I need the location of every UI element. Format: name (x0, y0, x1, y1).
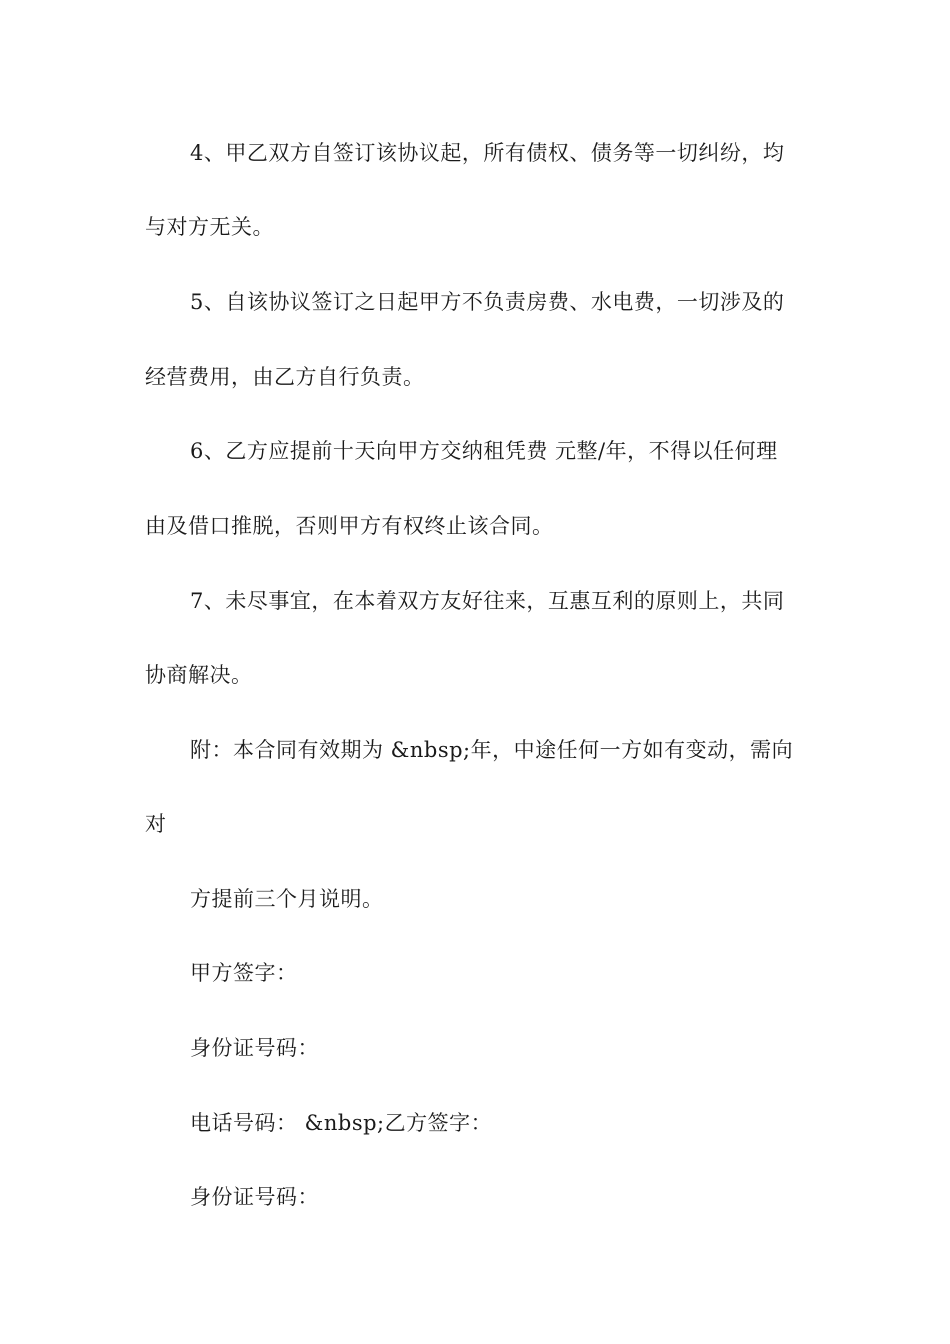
clause-7-line-2: 协商解决。 (145, 663, 253, 687)
appendix-line-2: 对 (145, 812, 167, 836)
appendix-line-3: 方提前三个月说明。 (190, 887, 384, 911)
clause-6-line-1: 6、乙方应提前十天向甲方交纳租凭费 元整/年，不得以任何理 (190, 439, 778, 463)
phone-and-party-b-signature-label: 电话号码： &nbsp;乙方签字： (190, 1111, 493, 1135)
clause-5-line-1: 5、自该协议签订之日起甲方不负责房费、水电费，一切涉及的 (190, 290, 785, 314)
party-a-id-number-label: 身份证号码： (190, 1036, 319, 1060)
appendix-line-1: 附：本合同有效期为 &nbsp;年，中途任何一方如有变动，需向 (190, 738, 794, 762)
clause-6-line-2: 由及借口推脱，否则甲方有权终止该合同。 (145, 514, 554, 538)
clause-4-line-2: 与对方无关。 (145, 215, 274, 239)
party-b-id-number-label: 身份证号码： (190, 1185, 319, 1209)
clause-5-line-2: 经营费用，由乙方自行负责。 (145, 365, 425, 389)
clause-7-line-1: 7、未尽事宜，在本着双方友好往来，互惠互利的原则上，共同 (190, 589, 785, 613)
clause-4-line-1: 4、甲乙双方自签订该协议起，所有债权、债务等一切纠纷，均 (190, 141, 785, 165)
party-a-signature-label: 甲方签字： (190, 961, 298, 985)
